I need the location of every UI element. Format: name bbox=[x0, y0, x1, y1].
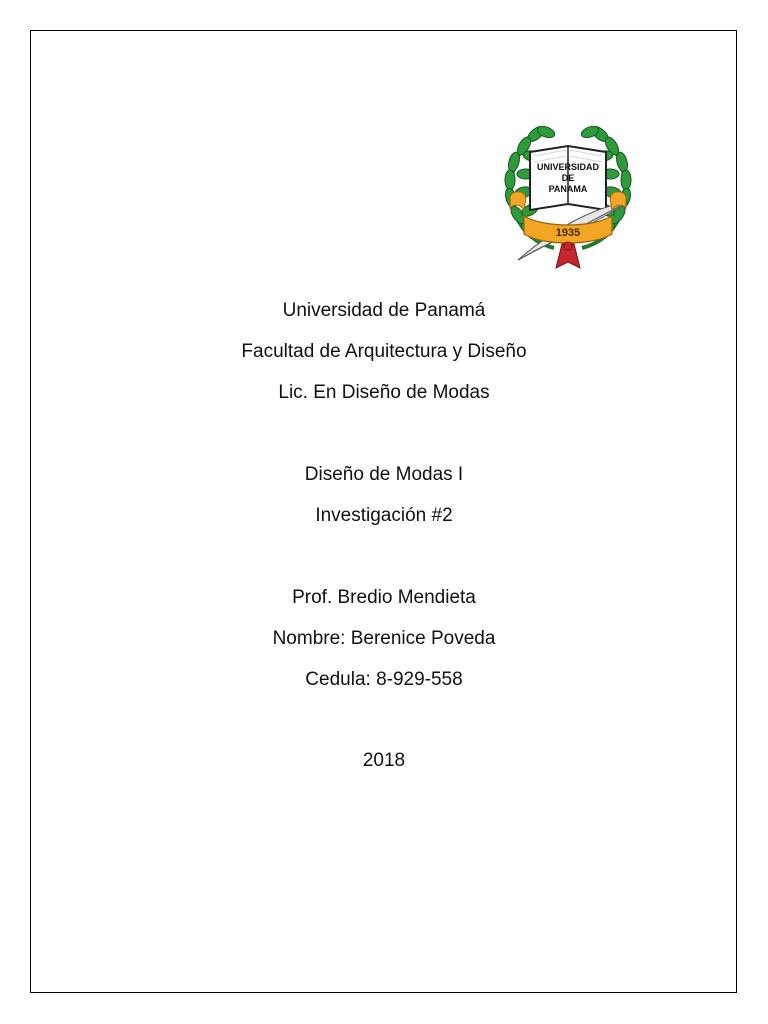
course-name: Diseño de Modas I bbox=[304, 464, 464, 485]
faculty-name: Facultad de Arquitectura y Diseño bbox=[241, 341, 527, 362]
student-name: Nombre: Berenice Poveda bbox=[272, 628, 496, 649]
emblem-text-line-2: DE bbox=[561, 173, 575, 183]
university-name: Universidad de Panamá bbox=[282, 300, 486, 321]
red-ribbon bbox=[556, 242, 580, 268]
professor-name: Prof. Bredio Mendieta bbox=[292, 587, 476, 608]
emblem-text-line-1: UNIVERSIDAD bbox=[536, 162, 600, 172]
degree-name: Lic. En Diseño de Modas bbox=[278, 382, 490, 403]
document-year: 2018 bbox=[362, 750, 406, 771]
emblem-text-line-3: PANAMA bbox=[548, 184, 588, 194]
student-id: Cedula: 8-929-558 bbox=[305, 669, 463, 690]
assignment-title: Investigación #2 bbox=[315, 505, 453, 526]
emblem-year: 1935 bbox=[555, 227, 581, 239]
university-emblem bbox=[500, 112, 636, 272]
